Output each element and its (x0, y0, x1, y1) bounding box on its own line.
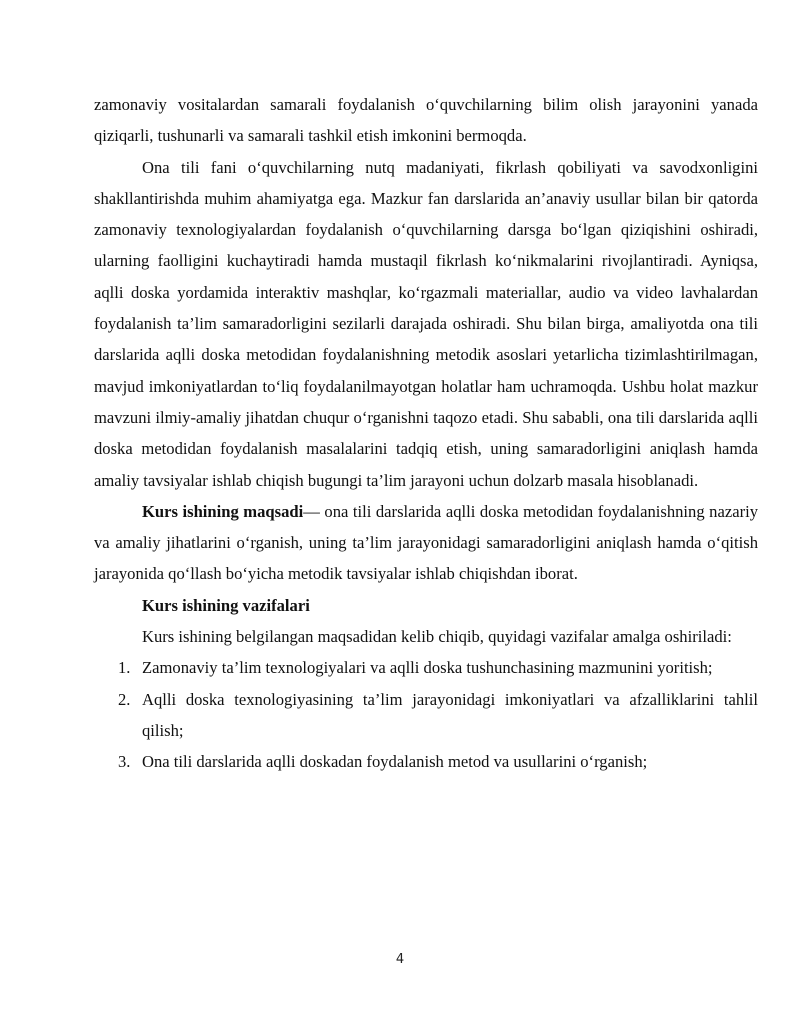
list-item (94, 684, 758, 747)
tasks-list (94, 652, 758, 777)
body-text (94, 89, 758, 778)
list-item-text: Ona tili darslarida aqlli doskadan foydalanish metod va usullarini o‘rganish; (142, 752, 648, 772)
paragraph-intro: zamonaviy vositalardan samarali foydalanish o‘quvchilarning bilim olish jarayonini yanada qiziqarli, tushunarli va samarali tashkil etish imkonini bermoqda. (94, 95, 758, 146)
tasks-heading: Kurs ishining vazifalari (142, 595, 310, 615)
tasks-intro: Kurs ishining belgilangan maqsadidan kelib chiqib, quyidagi vazifalar amalga oshiriladi: (142, 627, 732, 647)
list-item (94, 652, 758, 683)
page-number: 4 (395, 952, 405, 967)
list-item-number: 3. (118, 752, 131, 772)
list-item-number: 1. (118, 658, 131, 678)
list-item-number: 2. (118, 689, 131, 709)
list-item-text: Zamonaviy ta’lim texnologiyalari va aqlli doska tushunchasining mazmunini yoritish; (142, 658, 713, 678)
paragraph-goal (94, 496, 758, 590)
list-item (94, 746, 758, 777)
goal-text: — ona tili darslarida aqlli doska metodidan foydalanishning nazariy va amaliy jihatlarini o‘rganish, uning ta’lim jarayonidagi samaradorligini aniqlash hamda o‘qitish jarayonida qo‘llash bo‘yicha metodik tavsiyalar ishlab chiqishdan iborat. (94, 501, 758, 584)
list-item-text: Aqlli doska texnologiyasining ta’lim jarayonidagi imkoniyatlari va afzalliklarini tahlil qilish; (142, 689, 758, 740)
goal-label: Kurs ishining maqsadi (142, 501, 304, 521)
paragraph-relevance: Ona tili fani o‘quvchilarning nutq madaniyati, fikrlash qobiliyati va savodxonligini shakllantirishda muhim ahamiyatga ega. Mazkur fan darslarida an’anaviy usullar bilan bir qatorda zamonaviy texnologiyalardan foydalanish o‘quvchilarning darsga bo‘lgan qiziqishini oshiradi, ularning faolligini kuchaytiradi hamda mustaqil fikrlash ko‘nikmalarini rivojlantiradi. Ayniqsa, aqlli doska yordamida interaktiv mashqlar, ko‘rgazmali materiallar, audio va video lavhalardan foydalanish ta’lim samaradorligini sezilarli darajada oshiradi. Shu bilan birga, amaliyotda ona tili darslarida aqlli doska metodidan foydalanishning metodik asoslari yetarlicha tizimlashtirilmagan, mavjud imkoniyatlardan to‘liq foydalanilmayotgan holatlar ham uchramoqda. Ushbu holat mazkur mavzuni ilmiy-amaliy jihatdan chuqur o‘rganishni taqozo etadi. Shu sababli, ona tili darslarida aqlli doska metodidan foydalanish masalalarini tadqiq etish, uning samaradorligini aniqlash hamda amaliy tavsiyalar ishlab chiqish bugungi ta’lim jarayoni uchun dolzarb masala hisoblanadi. (94, 157, 758, 490)
